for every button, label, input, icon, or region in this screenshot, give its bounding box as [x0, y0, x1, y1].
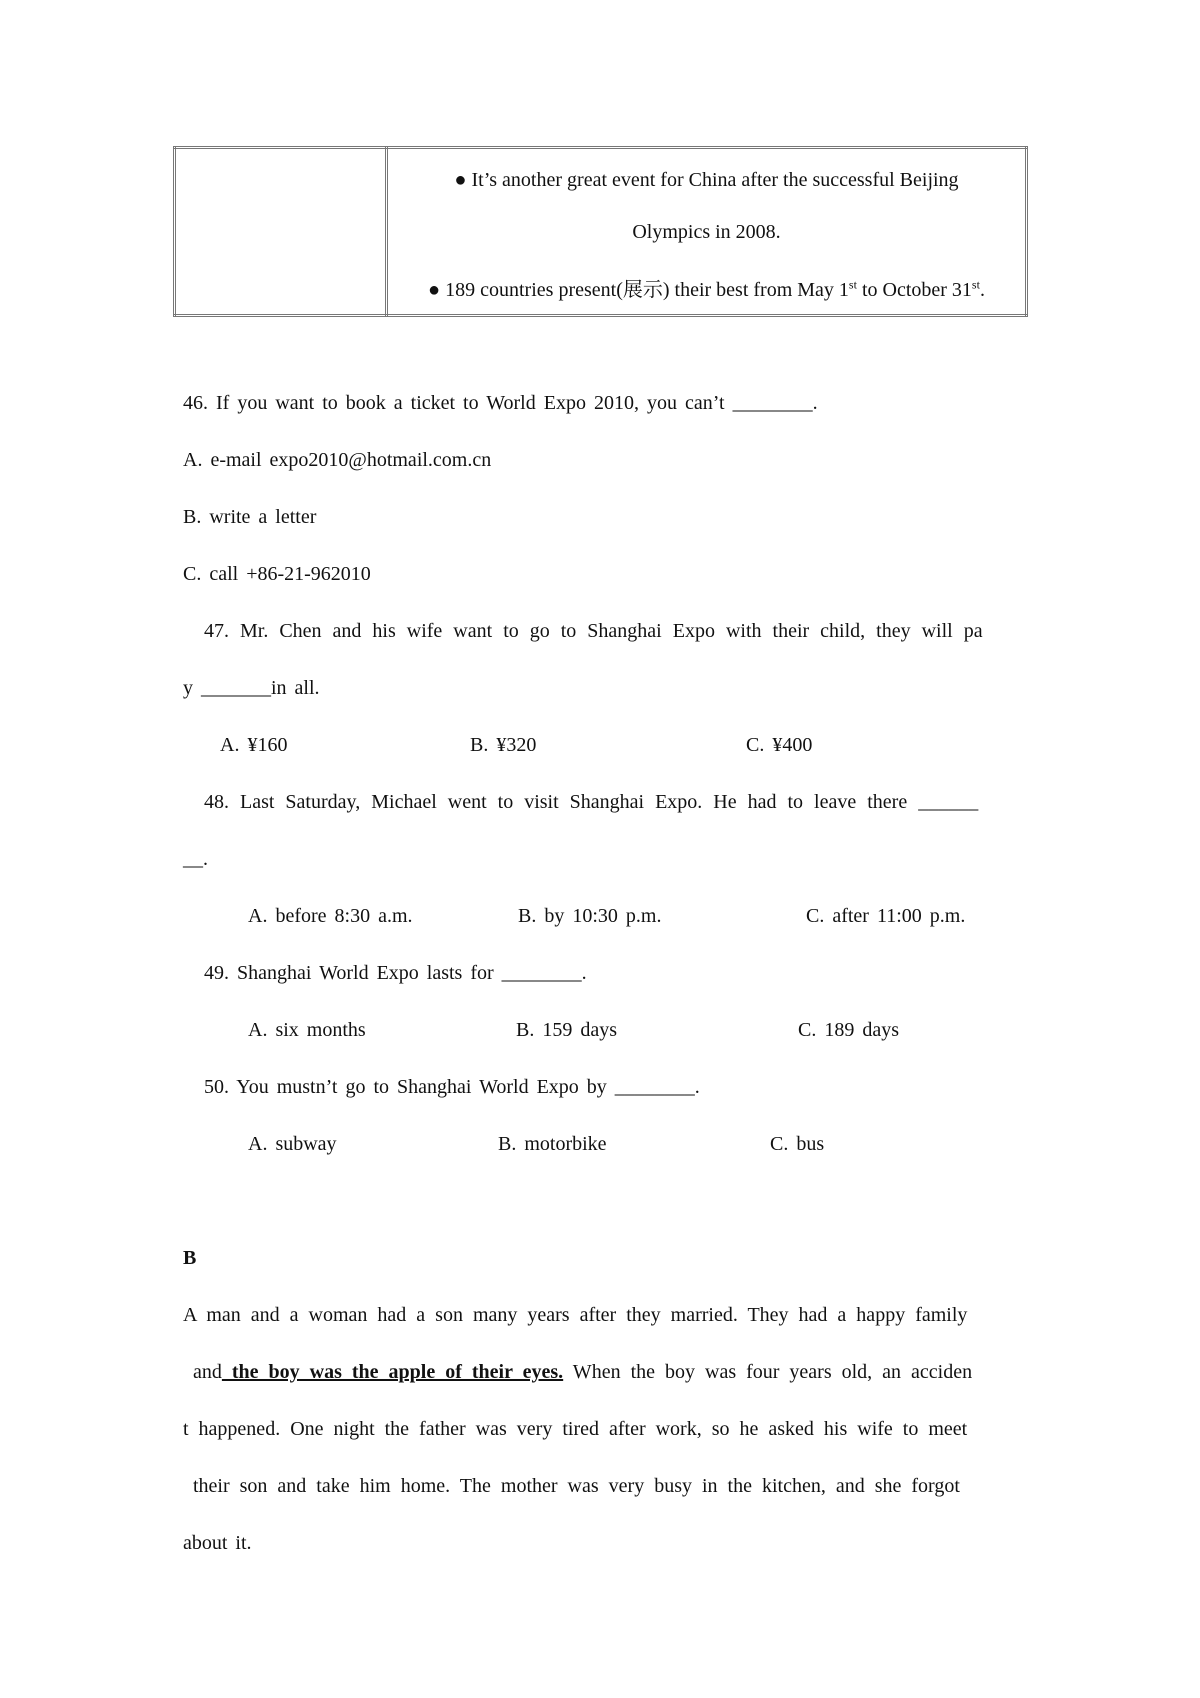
bullet-1-line-2: Olympics in 2008.: [632, 221, 781, 243]
bullet-1-line-1: ● It’s another great event for China after the successful Beijing: [454, 169, 959, 191]
question-46-option-c: C. call +86-21-962010: [183, 563, 371, 585]
question-47-blank: _______: [201, 677, 271, 699]
passage-line-3: t happened. One night the father was very tired after work, so he asked his wife to meet: [183, 1418, 968, 1440]
bullet-2-text-middle: to October 31: [856, 279, 972, 301]
question-48-option-b: B. by 10:30 p.m.: [518, 905, 662, 927]
question-48-end: .: [203, 848, 208, 870]
question-50-stem: [204, 1076, 700, 1099]
expo-info-table: [173, 146, 1028, 317]
question-48-blank-part-1: ______: [918, 791, 979, 813]
table-row: [175, 148, 1027, 316]
question-47-line-2: [183, 677, 320, 700]
bullet-2-text-start: ● 189 countries present(展示) their best from May 1: [428, 279, 849, 301]
question-49-stem: [204, 962, 587, 985]
question-49-blank: ________: [501, 962, 582, 984]
superscript-st-1: st: [848, 277, 857, 292]
highlighted-phrase: the boy was the apple of their eyes.: [221, 1361, 564, 1383]
question-49-option-a: A. six months: [248, 1019, 366, 1041]
passage-line-4: their son and take him home. The mother was very busy in the kitchen, and she forgot: [193, 1475, 960, 1497]
question-47-line-1: 47. Mr. Chen and his wife want to go to Shanghai Expo with their child, they will pa: [204, 620, 983, 642]
question-46-stem: [183, 392, 818, 415]
question-50-option-c: C. bus: [770, 1133, 825, 1155]
question-47-line-2-end: in all.: [271, 677, 320, 699]
passage-line-2-start: and: [193, 1361, 222, 1383]
passage-line-2: [193, 1361, 972, 1384]
bullet-2-line: [388, 273, 1025, 302]
section-b-heading: B: [183, 1247, 197, 1269]
question-50-option-b: B. motorbike: [498, 1133, 607, 1155]
passage-line-1: A man and a woman had a son many years after they married. They had a happy family: [183, 1304, 968, 1326]
question-49-text: 49. Shanghai World Expo lasts for: [204, 962, 494, 984]
question-46-blank: ________: [732, 392, 813, 414]
question-48-line-2: [183, 848, 208, 871]
passage-line-5: about it.: [183, 1532, 252, 1554]
question-50-option-a: A. subway: [248, 1133, 337, 1155]
superscript-st-2: st: [971, 277, 980, 292]
question-48-text: 48. Last Saturday, Michael went to visit Shanghai Expo. He had to leave there: [204, 791, 908, 813]
question-46-text: 46. If you want to book a ticket to World Expo 2010, you can’t: [183, 392, 725, 414]
question-50-blank: ________: [614, 1076, 695, 1098]
question-49-end: .: [581, 962, 587, 984]
question-46-option-b: B. write a letter: [183, 506, 317, 528]
table-cell-right: [387, 148, 1027, 316]
question-47-option-a: A. ¥160: [220, 734, 288, 756]
question-46-end: .: [812, 392, 818, 414]
passage-line-2-end: When the boy was four years old, an acciden: [563, 1361, 973, 1383]
question-49-option-b: B. 159 days: [516, 1019, 617, 1041]
question-49-option-c: C. 189 days: [798, 1019, 899, 1041]
bullet-2-text-end: .: [979, 279, 985, 301]
question-46-option-a: A. e-mail expo2010@hotmail.com.cn: [183, 449, 492, 471]
question-50-text: 50. You mustn’t go to Shanghai World Expo by: [204, 1076, 607, 1098]
question-48-option-a: A. before 8:30 a.m.: [248, 905, 413, 927]
question-48-option-c: C. after 11:00 p.m.: [806, 905, 966, 927]
question-50-end: .: [694, 1076, 700, 1098]
question-47-line-2-start: y: [183, 677, 193, 699]
table-cell-left: [175, 148, 387, 316]
question-48-blank-part-2: __: [183, 848, 203, 870]
question-47-option-c: C. ¥400: [746, 734, 813, 756]
question-47-option-b: B. ¥320: [470, 734, 537, 756]
question-48-line-1: [204, 791, 978, 814]
